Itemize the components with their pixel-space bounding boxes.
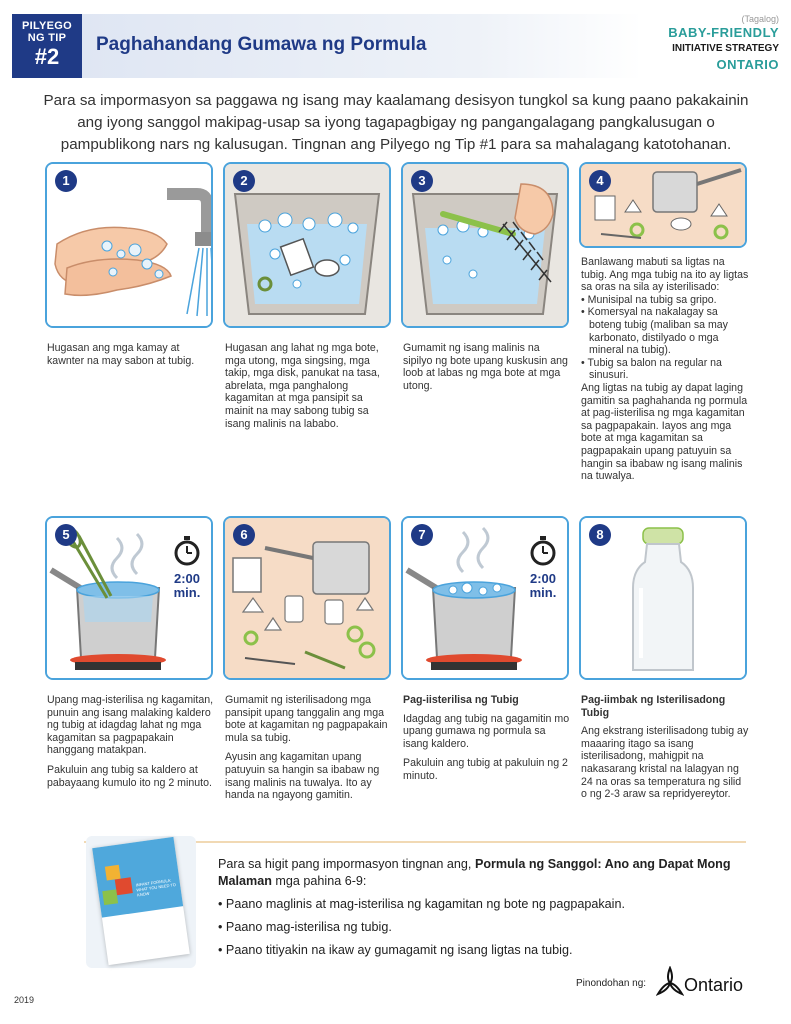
step-2-number: 2 xyxy=(233,170,255,192)
step-4-outro: Ang ligtas na tubig ay dapat laging gamitin sa paghahanda ng pormula at pag-iisterilisa ng mga kagamitan sa pagpapakain. Iayos ang mga bote at mga kagamitan sa pagpapakain upang patuyuin sa hangin sa ibabaw ng isang malinis na tuwalya. xyxy=(581,381,748,483)
step-6-text-2: Ayusin ang kagamitan upang patuyuin sa hangin sa ibabaw ng isang malinis na tuwalya. Ito ay handa na ngayong gamitin. xyxy=(225,751,380,802)
step-2-text: Hugasan ang lahat ng mga bote, mga utong, mga singsing, mga takip, mga disk, panukat na tasa, abrelata, mga panghalong kagamitan at mga pansipit sa mainit na may sabong tubig sa isang malinis na lababo. xyxy=(225,342,380,430)
step-1-illustration xyxy=(45,162,213,328)
page-title: Paghahandang Gumawa ng Pormula xyxy=(96,34,427,55)
step-8-illustration xyxy=(579,516,747,680)
bfi-line3: ONTARIO xyxy=(716,57,779,72)
trillium-icon xyxy=(656,966,684,1000)
tip-sheet-badge xyxy=(12,14,82,78)
tip-sheet-number: #2 xyxy=(34,44,60,69)
step-7-timer-value: 2:00 xyxy=(529,571,557,586)
bfi-logo xyxy=(629,14,779,73)
booklet-cover-text: INFANT FORMULA: WHAT YOU NEED TO KNOW xyxy=(135,877,177,898)
step-6-text-1: Gumamit ng isterilisadong mga pansipit upang tanggalin ang mga bote at kagamitan ng pagpapakain mula sa tubig. xyxy=(225,694,388,744)
ontario-wordmark: Ontario xyxy=(684,975,744,995)
tip-sheet-line2: NG TIP xyxy=(27,32,67,44)
step-7-timer-unit: min. xyxy=(529,585,557,600)
stopwatch-icon xyxy=(529,536,557,566)
step-5-text-1: Upang mag-isterilisa ng kagamitan, punuin ang isang malaking kaldero ng tubig at idagdag lahat ng mga kagamitan sa pagpapakain hanggang matakpan. xyxy=(47,694,214,757)
step-8-heading: Pag-iimbak ng Isterilisadong Tubig xyxy=(581,694,726,719)
step-3-illustration xyxy=(401,162,569,328)
safe-water-item: • Komersyal na nakalagay sa boteng tubig (maliban sa may karbonato, distilyado o mga mineral na tubig). xyxy=(581,306,749,356)
step-5-illustration xyxy=(45,516,213,680)
more-info-lead xyxy=(218,856,758,890)
step-3-description xyxy=(403,342,571,399)
booklet-title: Pormula ng Sanggol: Ano ang Dapat Mong Malaman xyxy=(218,857,731,888)
tip-sheet-line1: PILYEGO xyxy=(22,20,72,32)
step-2-illustration xyxy=(223,162,391,328)
more-info-item: • Paano maglinis at mag-isterilisa ng kagamitan ng bote ng pagpapakain. xyxy=(218,896,758,913)
step-5-number: 5 xyxy=(55,524,77,546)
safe-water-item: • Tubig sa balon na regular na sinusuri. xyxy=(581,357,749,382)
step-7-heading: Pag-iisterilisa ng Tubig xyxy=(403,694,519,706)
step-3-text: Gumamit ng isang malinis na sipilyo ng bote upang kuskusin ang loob at labas ng mga bote at mga utong. xyxy=(403,342,568,392)
step-7-illustration xyxy=(401,516,569,680)
step-4-illustration xyxy=(579,162,747,248)
step-8-number: 8 xyxy=(589,524,611,546)
title-band xyxy=(82,14,642,78)
publication-year: 2019 xyxy=(14,995,35,1005)
step-2-description xyxy=(225,342,393,437)
step-4-number: 4 xyxy=(589,170,611,192)
bfi-line2: INITIATIVE STRATEGY xyxy=(672,43,779,54)
step-7-number: 7 xyxy=(411,524,433,546)
step-7-timer xyxy=(529,536,557,600)
step-5-timer xyxy=(173,536,201,600)
booklet-pages: mga pahina 6-9: xyxy=(271,874,367,888)
step-4-description xyxy=(581,256,749,490)
step-6-number: 6 xyxy=(233,524,255,546)
more-info-section xyxy=(218,856,758,965)
ontario-logo xyxy=(656,966,756,1000)
funded-by-label: Pinondohan ng: xyxy=(576,978,647,989)
step-7-text-1: Idagdag ang tubig na gagamitin mo upang gumawa ng pormula sa isang kaldero. xyxy=(403,712,570,750)
step-5-timer-value: 2:00 xyxy=(173,571,201,586)
step-7-description xyxy=(403,694,571,790)
step-1-description xyxy=(47,342,215,374)
safe-water-list xyxy=(581,294,749,382)
step-6-description xyxy=(225,694,393,809)
stopwatch-icon xyxy=(173,536,201,566)
step-1-text: Hugasan ang mga kamay at kawnter na may sabon at tubig. xyxy=(47,342,195,367)
step-7-text-2: Pakuluin ang tubig at pakuluin ng 2 minuto. xyxy=(403,757,568,782)
booklet-cover-image xyxy=(86,836,196,968)
safe-water-item: • Munisipal na tubig sa gripo. xyxy=(581,294,749,307)
step-1-number: 1 xyxy=(55,170,77,192)
step-5-timer-unit: min. xyxy=(173,585,201,600)
step-4-intro: Banlawang mabuti sa ligtas na tubig. Ang mga tubig na ito ay ligtas sa oras na sila ay isterilisado: xyxy=(581,256,749,294)
step-6-illustration xyxy=(223,516,391,680)
step-8-text: Ang ekstrang isterilisadong tubig ay maaaring itago sa isang isterilisadong, mahigpit na nakasarang kristal na lalagyan ng 24 na oras sa temperatura ng silid o ng 2-3 araw sa repridyereytor. xyxy=(581,725,749,801)
more-info-item: • Paano mag-isterilisa ng tubig. xyxy=(218,919,758,936)
step-8-description xyxy=(581,694,749,808)
more-info-item: • Paano titiyakin na ikaw ay gumagamit ng isang ligtas na tubig. xyxy=(218,942,758,959)
more-info-lead-text: Para sa higit pang impormasyon tingnan ang, xyxy=(218,857,475,871)
language-label: (Tagalog) xyxy=(741,14,779,24)
step-5-description xyxy=(47,694,215,796)
bfi-line1: BABY-FRIENDLY xyxy=(668,25,779,40)
step-3-number: 3 xyxy=(411,170,433,192)
more-info-list xyxy=(218,896,758,959)
intro-paragraph: Para sa impormasyon sa paggawa ng isang may kaalamang desisyon tungkol sa kung paano pakakainin ang iyong sanggol makipag-usap sa iyong tagapagbigay ng pangangalagang pangkalusugan o pampublikong nars ng kalusugan. Tingnan ang Pilyego ng Tip #1 para sa mahalagang katotohanan. xyxy=(43,92,749,153)
booklet-cover-band xyxy=(92,837,183,918)
step-5-text-2: Pakuluin ang tubig sa kaldero at pabayaang kumulo ito ng 2 minuto. xyxy=(47,763,212,789)
page-header xyxy=(12,14,779,78)
booklet-cover xyxy=(92,837,190,965)
